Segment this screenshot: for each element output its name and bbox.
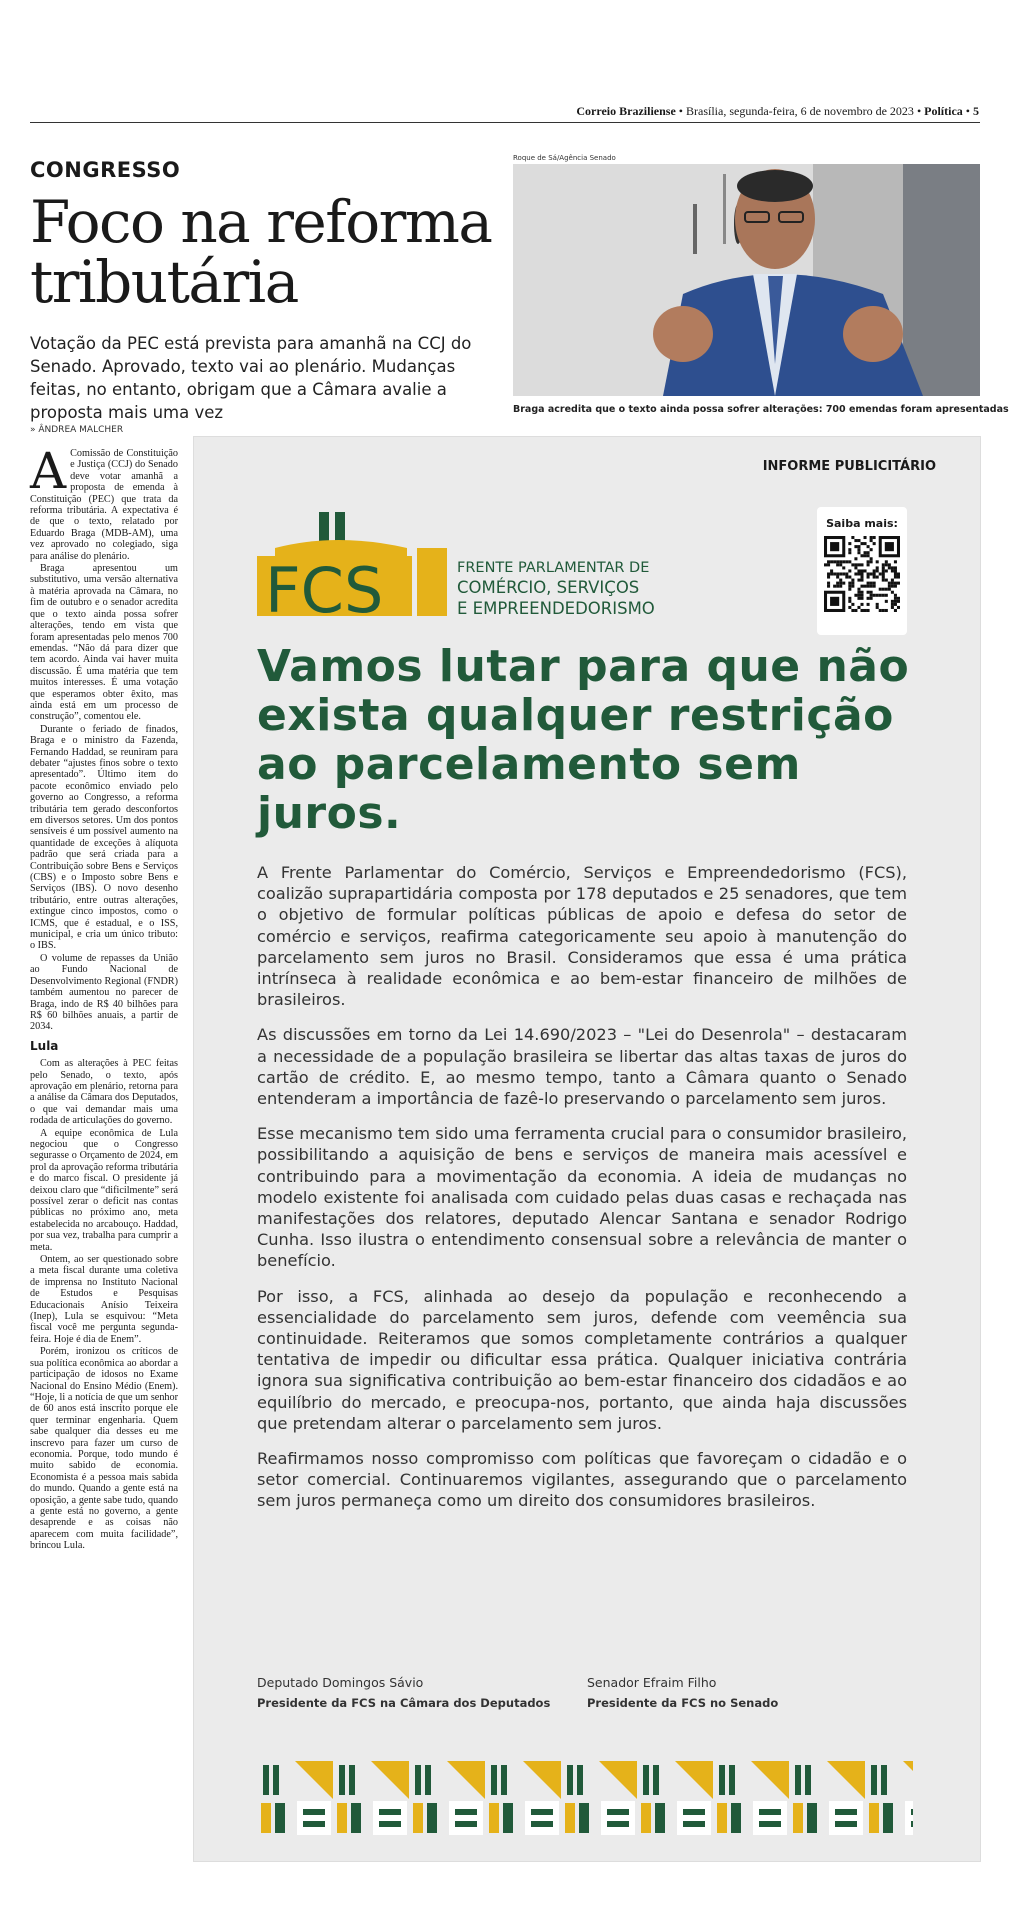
article-paragraph: Ontem, ao ser questionado sobre a meta fiscal durante uma coletiva de imprensa no Instituto Nacional de Estudos e Pesquisas Educacionais Anísio Teixeira (Inep), Lula se esquivou: “Meta fiscal você me pergunta segunda-feira. Hoje é dia de Enem”. — [30, 1254, 178, 1345]
logo-line1: FRENTE PARLAMENTAR DE — [457, 560, 650, 576]
senator-portrait — [513, 164, 980, 396]
geometric-pattern — [257, 1761, 913, 1837]
signature-senator — [587, 1675, 778, 1710]
article-paragraph: Porém, ironizou os críticos de sua política econômica ao abordar a participação de idosos no Exame Nacional do Ensino Médio (Enem). “Hoje, li a notícia de que um senhor de 60 anos está inscrito porque ele quer terminar engenharia. Quem sabe qualquer dia desses eu me inscrevo para fazer um curso de economia. Porque, todo mundo é muito sabido de economia. Economista é a pessoa mais sabida do mundo. Quando a gente está na oposição, a gente sabe tudo, quando a gente está no governo, a gente desaprende e as coisas não aparecem com muita facilidade”, brincou Lula. — [30, 1346, 178, 1552]
drop-cap: A — [30, 442, 67, 500]
headline: Foco na reforma tributária — [30, 188, 492, 316]
article-subtitle: Lula — [30, 1038, 59, 1053]
decorative-pattern — [257, 1761, 913, 1842]
section-kicker: CONGRESSO — [30, 158, 181, 182]
ad-paragraph: Reafirmamos nosso compromisso com políticas que favoreçam o cidadão e o setor comercial. Continuaremos vigilantes, assegurando que o parcelamento sem juros permaneça como um direito dos consumidores brasileiros. — [257, 1449, 907, 1511]
ad-label: INFORME PUBLICITÁRIO — [762, 459, 936, 474]
separator: • — [962, 104, 973, 118]
newspaper-name: Correio Braziliense — [576, 104, 676, 118]
separator: • — [675, 104, 686, 118]
article-paragraph: O volume de repasses da União ao Fundo Nacional de Desenvolvimento Regional (FNDR) também aumentou no parecer de Braga, indo de R$ 40 bilhões para R$ 60 bilhões anuais, a partir de 2034. — [30, 952, 178, 1033]
advertisement — [193, 436, 981, 1862]
separator: • — [913, 104, 925, 118]
article-paragraph: Com as alterações à PEC feitas pelo Senado, o texto, após aprovação em plenário, retorna para a análise da Câmara dos Deputados, o que vai demandar mais uma rodada de articulações do governo. — [30, 1058, 178, 1127]
running-header — [576, 104, 979, 119]
dateline: Brasília, segunda-feira, 6 de novembro de 2023 — [686, 104, 914, 118]
article-paragraph: Durante o feriado de finados, Braga e o ministro da Fazenda, Fernando Haddad, se reuniram para debater “ajustes finos sobre o texto apresentado”. Último item do pacote econômico enviado pelo governo ao Congresso, a reforma tributária tem gerado desconfortos em diversos setores. Um dos pontos sensíveis é um possível aumento na quantidade de exceções à alíquota padrão que será criada para a Contribuição sobre Bens e Serviços (CBS) e o Imposto sobre Bens e Serviços (IBS). O novo desenho tributário, entre outras alterações, extingue cinco impostos, como o ICMS, que é estadual, e o ISS, municipal, e cria um único tributo: o IBS. — [30, 723, 178, 952]
ad-paragraph: Por isso, a FCS, alinhada ao desejo da população e reconhecendo a essencialidade do parcelamento sem juros, defende com veemência sua continuidade. Reiteramos que somos completamente contrários a qualquer tentativa de impedir ou dificultar essa prática. Qualquer iniciativa contrária ignora sua significativa contribuição ao bem-estar financeiro dos cidadãos e ao equilíbrio do mercado, e preocupa-nos, portanto, que ainda haja discussões que pretendam alterar o parcelamento sem juros. — [257, 1286, 907, 1433]
ad-paragraph: A Frente Parlamentar do Comércio, Serviços e Empreendedorismo (FCS), coalizão suprapartidária composta por 178 deputados e 25 senadores, que tem o objetivo de formular políticas públicas de apoio e defesa do setor de comércio e serviços, reafirma categoricamente seu apoio à manutenção do parcelamento sem juros no Brasil. Consideramos que essa é uma prática intrínseca à realidade econômica e ao bem-estar financeiro de milhões de brasileiros. — [257, 863, 907, 1010]
signature-name: Senador Efraim Filho — [587, 1675, 717, 1690]
logo-line3: E EMPREENDEDORISMO — [457, 599, 655, 618]
logo-letters: FCS — [265, 554, 384, 622]
article-paragraph: Braga apresentou um substitutivo, uma versão alternativa à matéria aprovada na Câmara, no fim de outubro e o senador acredita que o texto ainda possa sofrer alterações, tendo em vista que foram apresentadas pelo menos 700 emendas. “Não dá para dizer que tem acordo. Ainda vai haver muita discussão. É uma matéria que tem muitos interesses. É uma votação que esperamos obter êxito, mas ainda está em um processo de construção”, comentou ele. — [30, 563, 178, 723]
fcs-logo — [257, 512, 737, 627]
article-paragraph — [30, 442, 178, 562]
signature-role: Presidente da FCS na Câmara dos Deputados — [257, 1696, 551, 1710]
ad-paragraph: As discussões em torno da Lei 14.690/2023 – "Lei do Desenrola" – destacaram a necessidade de a população brasileira se libertar das altas taxas de juros do cartão de crédito. E, ao mesmo tempo, tanto a Câmara quanto o Senado entenderam a importância de fazê-lo preservando o parcelamento sem juros. — [257, 1025, 907, 1109]
photo-caption: Braga acredita que o texto ainda possa sofrer alterações: 700 emendas foram apresentadas — [513, 404, 1009, 415]
ad-paragraph: Esse mecanismo tem sido uma ferramenta crucial para o consumidor brasileiro, possibilitando a aquisição de bens e serviços de maneira mais acessível e contribuindo para a movimentação da economia. A ideia de mudanças no modelo existente foi analisada com cuidado pelas duas casas e rechaçada nas manifestações dos relatores, deputado Alencar Santana e senador Rodrigo Cunha. Isso ilustra o entendimento consensual sobre a relevância de manter o benefício. — [257, 1124, 907, 1271]
photo-credit: Roque de Sá/Agência Senado — [513, 154, 616, 162]
qr-code-icon[interactable] — [824, 536, 900, 612]
page-number: 5 — [973, 104, 979, 118]
ad-headline: Vamos lutar para que não exista qualquer restrição ao parcelamento sem juros. — [257, 641, 910, 839]
signature-deputy — [257, 1675, 550, 1710]
header-rule — [30, 122, 980, 123]
logo-line2: COMÉRCIO, SERVIÇOS — [457, 578, 640, 597]
article-photo — [513, 164, 980, 396]
byline: » ÂNDREA MALCHER — [30, 425, 124, 435]
subheadline: Votação da PEC está prevista para amanhã na CCJ do Senado. Aprovado, texto vai ao plenário. Mudanças feitas, no entanto, obrigam que a Câmara avalie a proposta mais uma vez — [30, 334, 472, 422]
article-paragraph: A equipe econômica de Lula negociou que o Congresso segurasse o Orçamento de 2024, em prol da aprovação reforma tributária e do marco fiscal. O presidente já deixou claro que “dificilmente” será possível zerar o deficit nas contas públicas no próximo ano, meta estabelecida no arcabouço. Haddad, por sua vez, trabalha para cumprir a meta. — [30, 1127, 178, 1253]
signature-name: Deputado Domingos Sávio — [257, 1675, 424, 1690]
signature-role: Presidente da FCS no Senado — [587, 1696, 779, 1710]
section-name: Política — [924, 104, 963, 118]
qr-code-box[interactable] — [817, 507, 907, 635]
ad-body — [257, 862, 907, 1526]
qr-title: Saiba mais: — [826, 517, 898, 530]
paragraph-text: Comissão de Constituição e Justiça (CCJ) do Senado deve votar amanhã a proposta de emenda à Constituição (PEC) que trata da reforma tributária. A expectativa é de que o texto, relatado por Eduardo Braga (MDB-AM), uma vez aprovado no colegiado, siga para análise do plenário. — [30, 448, 178, 562]
article-body — [30, 442, 178, 1553]
fcs-logo-graphic — [257, 512, 737, 622]
